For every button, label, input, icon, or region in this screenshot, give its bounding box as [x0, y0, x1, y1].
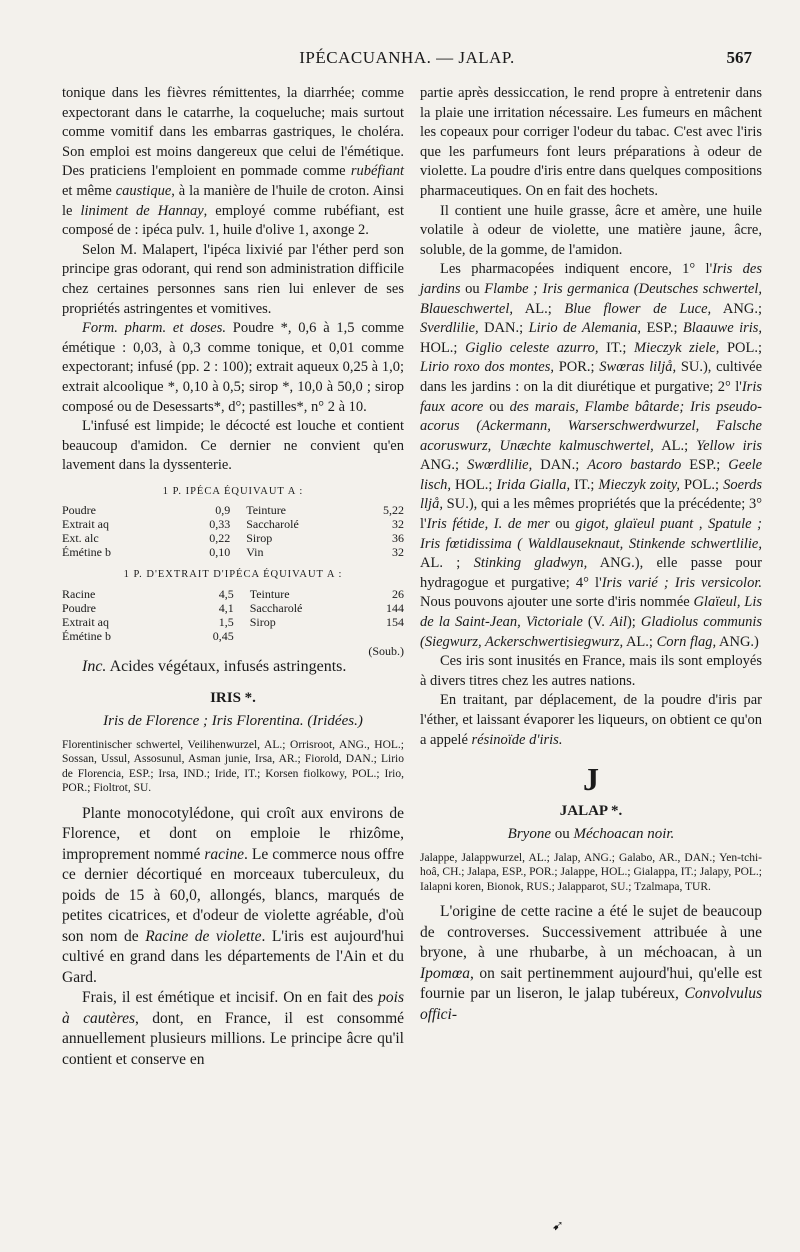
- paragraph: Les pharmacopées indiquent encore, 1° l'Iris des jardins ou Flambe ; Iris germanica (Deutsches schwertel, Blaueschwertel, AL.; Blue flower de Luce, ANG.; Sverdlilie, DAN.; Lirio de Alemania, ESP.; Blaauwe iris, HOL.; Giglio celeste azurro, IT.; Mieczyk ziele, POL.; Lirio roxo dos montes, POR.; Swœras liljå, SU.), cultivée dans les jardins : on la dit diurétique et purgative; 2° l'Iris faux acore ou des marais, Flambe bâtarde; Iris pseudo-acorus (Ackermann, Warserschwerdwurzel, Falsche acoruswurz, Unæchte kalmuschwertel, AL.; Yellow iris ANG.; Swœrdlilie, DAN.; Acoro bastardo ESP.; Geele lisch, HOL.; Irida Gialla, IT.; Mieczyk zoity, POL.; Soerds lljå, SU.), qui a les mêmes propriétés que la précédente; 3° l'Iris fétide, I. de mer ou gigot, glaïeul puant , Spatule ; Iris fœtidissima ( Waldlauseknaut, Stinkende schwertlilie, AL. ; Stinking gladwyn, ANG.), elle passe pour hydragogue et purgative; 4° l'Iris varié ; Iris versicolor. Nous pouvons ajouter une sorte d'iris nommée Glaïeul, Lis de la Saint-Jean, Victoriale (V. Ail); Gladiolus communis (Siegwurz, Ackerschwertisiegwurz, AL.; Corn flag, ANG.): [420, 261, 763, 650]
- paragraph: L'origine de cette racine a été le sujet de beaucoup de controverses. Successivement attribuée à une bryone, à une rhubarbe, à un méchoacan, à un Ipomœa, on sait pertinemment aujourd'hui, qu'elle est fournie par un liseron, le jalap tubéreux, Convolvulus offici-: [420, 903, 763, 1023]
- paragraph: Selon M. Malapert, l'ipéca lixivié par l'éther perd son principe gras odorant, qui rend son administration difficile chez certaines personnes sans rien lui enlever de ses propriétés astringentes et vomitives.: [62, 241, 404, 317]
- table-row: Poudre 4,1 Saccharolé 144: [62, 601, 404, 616]
- paragraph: Inc. Acides végétaux, infusés astringents.: [82, 658, 347, 676]
- source-citation: (Soub.): [368, 644, 404, 659]
- synonyms: Jalappe, Jalappwurzel, AL.; Jalap, ANG.; Galabo, AR., DAN.; Yen-tchi-hoâ, CH.; Jalapa, ESP., POR.; Jalappe, HOL.; Gialappa, IT.; Jalapy, POL.; Ialapni koren, Bionok, RUS.; Jalapparot, SU.; Tzalmapa, TUR.: [420, 851, 762, 893]
- section-heading: IRIS *.: [210, 689, 256, 706]
- table-row: Extrait aq 1,5 Sirop 154: [62, 615, 404, 630]
- right-column: [420, 84, 762, 1025]
- table-row: Émétine b 0,45: [62, 629, 234, 644]
- table-row: Poudre 0,9 Teinture 5,22: [62, 503, 404, 518]
- paragraph: partie après dessiccation, le rend propre à entretenir dans la plaie une irritation nécessaire. Les fumeurs en mâchent les copeaux pour corriger l'odeur du tabac. C'est avec l'iris que les parfumeurs font leurs préparations à odeur de violette. La poudre d'iris entre dans quelques compositions pharmaceutiques. On en fait des hochets.: [420, 85, 762, 199]
- table-row: Émétine b 0,10 Vin 32: [62, 545, 404, 560]
- paragraph: Frais, il est émétique et incisif. On en fait des pois à cautères, dont, en France, il est consommé annuellement plusieurs millions. Le principe âcre qu'il contient et conserve en: [62, 989, 405, 1068]
- paragraph: tonique dans les fièvres rémittentes, la diarrhée; comme expectorant dans le catarrhe, la coqueluche; mais surtout comme vomitif dans les embarras gastriques, le choléra. Son emploi est moins dangereux que celui de l'émétique. Des praticiens l'emploient en pommade comme rubéfiant et même caustique, à la manière de l'huile de croton. Ainsi le liniment de Hannay, employé comme rubéfiant, est composé de : ipéca pulv. 1, huile d'olive 1, axonge 2.: [62, 85, 404, 239]
- paragraph: Il contient une huile grasse, âcre et amère, une huile volatile à odeur de violette, une matière jaune, âcre, soluble, de la gomme, de l'amidon.: [420, 202, 762, 258]
- left-column: [62, 84, 404, 1070]
- running-title: IPÉCACUANHA. — JALAP.: [299, 48, 515, 67]
- table-row: Racine 4,5 Teinture 26: [62, 587, 404, 602]
- paragraph: Plante monocotylédone, qui croît aux environs de Florence, et dont on emploie le rhizôme, improprement nommé racine. Le commerce nous offre ce dernier décortiqué en morceaux tuberculeux, du poids de 15 à 60,0, allongés, blancs, marqués de petites cicatrices, et d'odeur de violette agréable, d'où son nom de Racine de violette. L'iris est aujourd'hui cultivé en grand dans les départements de l'Ain et du Gard.: [62, 804, 405, 986]
- table-row: Ext. alc 0,22 Sirop 36: [62, 531, 404, 546]
- page-number: 567: [726, 48, 752, 67]
- paragraph: Form. pharm. et doses. Poudre *, 0,6 à 1,5 comme émétique : 0,03, à 0,3 comme tonique, et 0,01 comme expectorant; infusé (pp. 2 : 100); extrait aqueux 0,25 à 1,0; extrait alcoolique *, 0,10 à 0,5; sirop *, 10,0 à 50,0 ; sirop composé ou de Desessarts*, d°; pastilles*, n° 2 à 10.: [62, 320, 404, 415]
- section-subtitle: Bryone ou Méchoacan noir.: [507, 826, 675, 843]
- table-title: 1 P. D'EXTRAIT D'IPÉCA ÉQUIVAUT A :: [123, 569, 343, 581]
- paragraph: En traitant, par déplacement, de la poudre d'iris par l'éther, et laissant évaporer les liqueurs, on obtient ce qu'on a appelé résinoïde d'iris.: [420, 692, 762, 748]
- section-subtitle: Iris de Florence ; Iris Florentina. (Iridées.): [103, 713, 363, 730]
- table-row: Extrait aq 0,33 Saccharolé 32: [62, 517, 404, 532]
- section-heading: JALAP *.: [559, 802, 623, 819]
- page-header: [62, 48, 752, 72]
- paragraph: L'infusé est limpide; le décocté est louche et contient beaucoup d'amidon. Ce dernier ne convient qu'en lavement dans la dyssenterie.: [62, 418, 404, 474]
- synonyms: Florentinischer schwertel, Veilihenwurzel, AL.; Orrisroot, ANG., HOL.; Sossan, Ussul, Assosunul, Asman junie, Irsa, AR.; Fiorold, DAN.; Lirio de Florencia, ESP.; Irsa, IND.; Iride, IT.; Korsen fiolkowy, POL.; Irio, POR.; Fioltrot, SU.: [62, 738, 404, 795]
- paragraph: Ces iris sont inusités en France, mais ils sont employés à divers titres chez les autres nations.: [420, 653, 762, 689]
- table-title: 1 P. IPÉCA ÉQUIVAUT A :: [162, 485, 304, 497]
- equivalence-table: [62, 503, 404, 559]
- section-letter: J: [583, 761, 599, 798]
- equivalence-table: [62, 587, 404, 643]
- printer-mark-icon: ➹: [552, 1219, 564, 1234]
